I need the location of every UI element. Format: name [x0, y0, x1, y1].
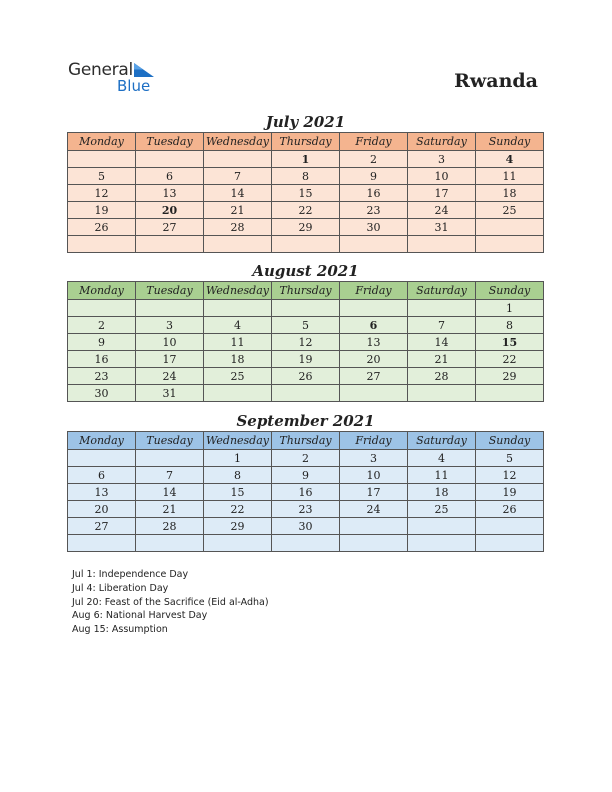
day-cell: 11: [204, 334, 272, 351]
weekday-header: Friday: [340, 133, 408, 151]
logo-triangle-icon: [134, 63, 154, 77]
weekday-header: Saturday: [408, 432, 476, 450]
week-row: [68, 151, 544, 168]
day-cell: 18: [476, 185, 544, 202]
day-cell: 28: [136, 518, 204, 535]
day-cell: 19: [272, 351, 340, 368]
weekday-header: Tuesday: [136, 432, 204, 450]
day-cell: 31: [408, 219, 476, 236]
weekday-header-row: [68, 133, 544, 151]
day-cell: 13: [136, 185, 204, 202]
empty-cell: [340, 385, 408, 402]
empty-cell: [272, 300, 340, 317]
day-cell: 22: [204, 501, 272, 518]
day-cell: 15: [476, 334, 544, 351]
week-row: [68, 202, 544, 219]
week-row: [68, 368, 544, 385]
logo: [68, 60, 168, 96]
day-cell: 4: [408, 450, 476, 467]
month-title: July 2021: [265, 113, 346, 131]
empty-cell: [272, 385, 340, 402]
holiday-item: Aug 6: National Harvest Day: [72, 610, 208, 622]
holiday-item: Jul 1: Independence Day: [72, 569, 189, 580]
empty-cell: [68, 450, 136, 467]
day-cell: 18: [204, 351, 272, 368]
calendar-table: [67, 281, 544, 402]
day-cell: 7: [136, 467, 204, 484]
empty-cell: [136, 535, 204, 552]
empty-cell: [136, 151, 204, 168]
empty-cell: [476, 518, 544, 535]
empty-cell: [340, 300, 408, 317]
weekday-header: Sunday: [476, 432, 544, 450]
empty-cell: [408, 518, 476, 535]
day-cell: 17: [408, 185, 476, 202]
day-cell: 6: [340, 317, 408, 334]
empty-cell: [136, 450, 204, 467]
weekday-header: Saturday: [408, 133, 476, 151]
empty-cell: [408, 535, 476, 552]
empty-cell: [272, 535, 340, 552]
day-cell: 30: [272, 518, 340, 535]
empty-cell: [204, 385, 272, 402]
day-cell: 21: [136, 501, 204, 518]
day-cell: 15: [204, 484, 272, 501]
day-cell: 24: [340, 501, 408, 518]
empty-cell: [476, 385, 544, 402]
empty-cell: [204, 300, 272, 317]
day-cell: 6: [136, 168, 204, 185]
weekday-header-row: [68, 432, 544, 450]
day-cell: 29: [272, 219, 340, 236]
weekday-header: Sunday: [476, 133, 544, 151]
weekday-header: Sunday: [476, 282, 544, 300]
day-cell: 29: [204, 518, 272, 535]
day-cell: 3: [136, 317, 204, 334]
day-cell: 30: [340, 219, 408, 236]
day-cell: 5: [68, 168, 136, 185]
empty-cell: [408, 236, 476, 253]
day-cell: 9: [340, 168, 408, 185]
day-cell: 10: [340, 467, 408, 484]
day-cell: 19: [476, 484, 544, 501]
week-row: [68, 317, 544, 334]
day-cell: 23: [68, 368, 136, 385]
empty-cell: [204, 151, 272, 168]
day-cell: 16: [68, 351, 136, 368]
month-september: [67, 411, 544, 552]
day-cell: 14: [408, 334, 476, 351]
weekday-header-row: [68, 282, 544, 300]
week-row: [68, 450, 544, 467]
day-cell: 24: [408, 202, 476, 219]
day-cell: 27: [340, 368, 408, 385]
weekday-header: Monday: [68, 432, 136, 450]
day-cell: 21: [408, 351, 476, 368]
logo-text-general: General: [68, 60, 133, 80]
day-cell: 16: [272, 484, 340, 501]
day-cell: 3: [340, 450, 408, 467]
day-cell: 1: [204, 450, 272, 467]
day-cell: 11: [476, 168, 544, 185]
weekday-header: Thursday: [272, 133, 340, 151]
weekday-header: Friday: [340, 432, 408, 450]
calendar-table: [67, 431, 544, 552]
empty-cell: [340, 518, 408, 535]
day-cell: 12: [272, 334, 340, 351]
day-cell: 25: [204, 368, 272, 385]
calendar-table: [67, 132, 544, 253]
day-cell: 17: [136, 351, 204, 368]
day-cell: 27: [136, 219, 204, 236]
day-cell: 1: [272, 151, 340, 168]
day-cell: 24: [136, 368, 204, 385]
holiday-list: [72, 568, 269, 637]
week-row: [68, 351, 544, 368]
day-cell: 31: [136, 385, 204, 402]
weekday-header: Saturday: [408, 282, 476, 300]
day-cell: 7: [408, 317, 476, 334]
week-row: [68, 219, 544, 236]
empty-cell: [340, 535, 408, 552]
weekday-header: Thursday: [272, 432, 340, 450]
day-cell: 7: [204, 168, 272, 185]
empty-cell: [204, 236, 272, 253]
day-cell: 20: [340, 351, 408, 368]
empty-cell: [476, 219, 544, 236]
day-cell: 12: [68, 185, 136, 202]
empty-cell: [204, 535, 272, 552]
empty-cell: [476, 535, 544, 552]
empty-cell: [136, 300, 204, 317]
weekday-header: Friday: [340, 282, 408, 300]
day-cell: 5: [476, 450, 544, 467]
day-cell: 28: [204, 219, 272, 236]
month-title: September 2021: [236, 412, 375, 430]
week-row: [68, 300, 544, 317]
day-cell: 2: [272, 450, 340, 467]
logo-text-blue: Blue: [117, 77, 151, 95]
weekday-header: Tuesday: [136, 282, 204, 300]
day-cell: 14: [204, 185, 272, 202]
day-cell: 10: [408, 168, 476, 185]
day-cell: 16: [340, 185, 408, 202]
empty-cell: [408, 385, 476, 402]
holiday-item: Jul 20: Feast of the Sacrifice (Eid al-Adha): [72, 596, 269, 608]
day-cell: 3: [408, 151, 476, 168]
week-row: [68, 385, 544, 402]
weekday-header: Monday: [68, 282, 136, 300]
day-cell: 26: [68, 219, 136, 236]
day-cell: 23: [340, 202, 408, 219]
day-cell: 12: [476, 467, 544, 484]
day-cell: 23: [272, 501, 340, 518]
day-cell: 25: [408, 501, 476, 518]
day-cell: 19: [68, 202, 136, 219]
week-row: [68, 501, 544, 518]
empty-cell: [68, 535, 136, 552]
week-row: [68, 168, 544, 185]
month-title: August 2021: [252, 262, 359, 280]
day-cell: 14: [136, 484, 204, 501]
day-cell: 11: [408, 467, 476, 484]
day-cell: 13: [68, 484, 136, 501]
day-cell: 5: [272, 317, 340, 334]
week-row: [68, 185, 544, 202]
holiday-item: Jul 4: Liberation Day: [72, 582, 169, 594]
day-cell: 13: [340, 334, 408, 351]
day-cell: 8: [204, 467, 272, 484]
day-cell: 15: [272, 185, 340, 202]
day-cell: 18: [408, 484, 476, 501]
weekday-header: Wednesday: [204, 133, 272, 151]
day-cell: 22: [476, 351, 544, 368]
day-cell: 29: [476, 368, 544, 385]
weekday-header: Wednesday: [204, 432, 272, 450]
empty-cell: [68, 236, 136, 253]
day-cell: 26: [476, 501, 544, 518]
weekday-header: Tuesday: [136, 133, 204, 151]
day-cell: 4: [204, 317, 272, 334]
empty-cell: [408, 300, 476, 317]
day-cell: 8: [476, 317, 544, 334]
empty-cell: [340, 236, 408, 253]
weekday-header: Wednesday: [204, 282, 272, 300]
day-cell: 28: [408, 368, 476, 385]
week-row: [68, 334, 544, 351]
day-cell: 25: [476, 202, 544, 219]
weekday-header: Thursday: [272, 282, 340, 300]
weekday-header: Monday: [68, 133, 136, 151]
week-row: [68, 236, 544, 253]
empty-cell: [68, 151, 136, 168]
day-cell: 26: [272, 368, 340, 385]
week-row: [68, 484, 544, 501]
month-july: [67, 112, 544, 253]
day-cell: 8: [272, 168, 340, 185]
empty-cell: [136, 236, 204, 253]
day-cell: 2: [68, 317, 136, 334]
day-cell: 9: [68, 334, 136, 351]
day-cell: 20: [136, 202, 204, 219]
holiday-item: Aug 15: Assumption: [72, 624, 168, 636]
empty-cell: [68, 300, 136, 317]
week-row: [68, 518, 544, 535]
empty-cell: [476, 236, 544, 253]
month-august: [67, 261, 544, 402]
day-cell: 17: [340, 484, 408, 501]
day-cell: 20: [68, 501, 136, 518]
day-cell: 6: [68, 467, 136, 484]
day-cell: 2: [340, 151, 408, 168]
empty-cell: [272, 236, 340, 253]
week-row: [68, 535, 544, 552]
day-cell: 9: [272, 467, 340, 484]
country-title: Rwanda: [454, 70, 538, 92]
day-cell: 1: [476, 300, 544, 317]
day-cell: 4: [476, 151, 544, 168]
day-cell: 22: [272, 202, 340, 219]
day-cell: 30: [68, 385, 136, 402]
day-cell: 27: [68, 518, 136, 535]
day-cell: 21: [204, 202, 272, 219]
day-cell: 10: [136, 334, 204, 351]
week-row: [68, 467, 544, 484]
